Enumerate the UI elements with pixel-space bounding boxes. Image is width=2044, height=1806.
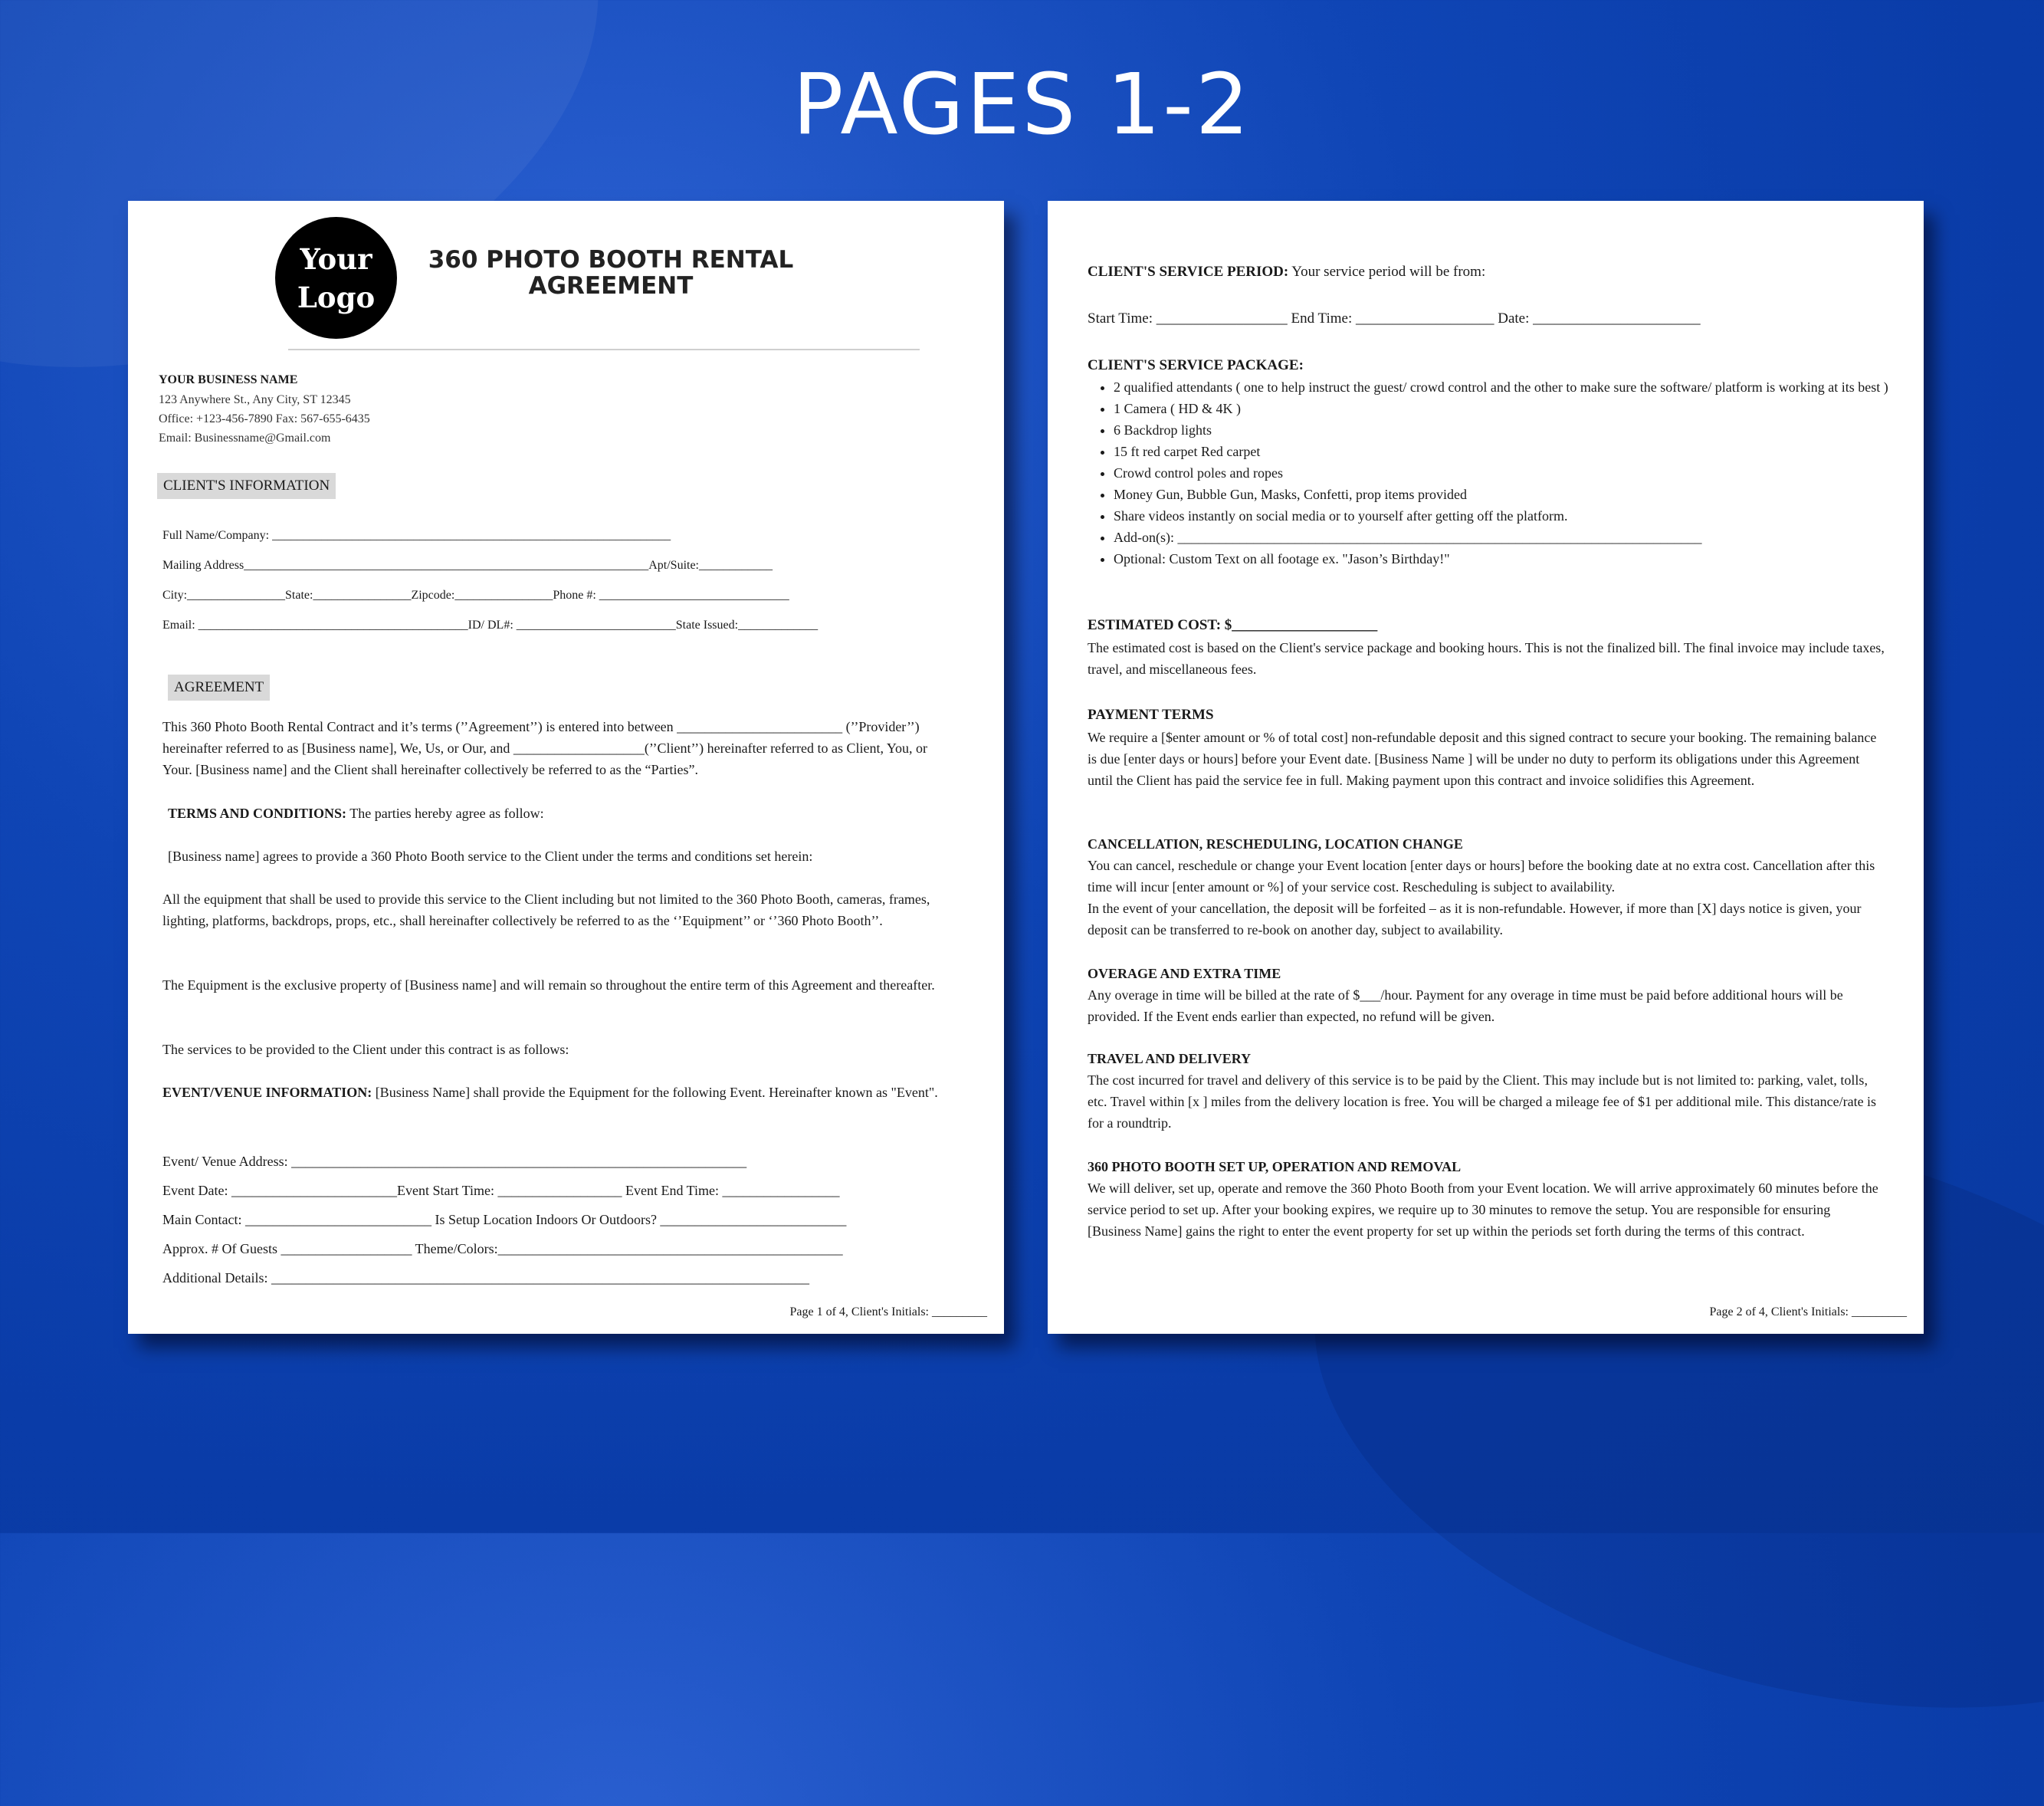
property-paragraph: The Equipment is the exclusive property of [Business name] and will remain so throughout the entire term of this Agreement and thereafter. bbox=[162, 977, 935, 993]
service-period-line: CLIENT'S SERVICE PERIOD: Your service period will be from: bbox=[1088, 264, 1486, 280]
event-date-field[interactable]: Event Date: ________________________Event Start Time: __________________ Event End Time: _________________ bbox=[162, 1183, 840, 1198]
payment-terms-heading: PAYMENT TERMS bbox=[1088, 707, 1214, 723]
service-package-item: • Optional: Custom Text on all footage ex. "Jason’s Birthday!" bbox=[1114, 548, 1895, 570]
cancellation-heading: CANCELLATION, RESCHEDULING, LOCATION CHANGE bbox=[1088, 836, 1463, 852]
overage-text: Any overage in time will be billed at the rate of $___/hour. Payment for any overage in time must be paid before additional hours will be provided. If the Event ends earlier than expected, no refund will be given. bbox=[1088, 987, 1843, 1024]
setup-text: We will deliver, set up, operate and remove the 360 Photo Booth from your Event location. We will arrive approximately 60 minutes before the service period to set up. After your booking expires, we require up to 30 minutes to remove the setup. You are responsible for ensuring [Business Name] gains the right to enter the event property for set up within the periods set forth during the terms of this contract. bbox=[1088, 1180, 1878, 1239]
business-address: 123 Anywhere St., Any City, ST 12345 bbox=[159, 393, 351, 406]
event-address-field[interactable]: Event/ Venue Address: __________________________________________________________________ bbox=[162, 1154, 747, 1169]
cancellation-deposit-text: In the event of your cancellation, the deposit will be forfeited – as it is non-refundable. However, if more than [X] days notice is given, your deposit can be transferred to re-book on another day, subject to availability. bbox=[1088, 901, 1862, 937]
setup-heading: 360 PHOTO BOOTH SET UP, OPERATION AND REMOVAL bbox=[1088, 1159, 1462, 1174]
document-page-1 bbox=[128, 201, 1004, 1334]
service-package-item: • 2 qualified attendants ( one to help instruct the guest/ crowd control and the other to make sure the software/ platform is working at its best ) bbox=[1114, 376, 1895, 398]
client-email-field[interactable]: Email: ____________________________________________ID/ DL#: __________________________State Issued:_____________ bbox=[162, 619, 819, 632]
document-page-2 bbox=[1048, 201, 1924, 1334]
client-mailing-field[interactable]: Mailing Address__________________________________________________________________Apt/Suite:____________ bbox=[162, 559, 773, 572]
service-package-item: • Share videos instantly on social media or to yourself after getting off the platform. bbox=[1114, 505, 1895, 527]
service-package-item: • Crowd control poles and ropes bbox=[1114, 462, 1895, 484]
service-package-item: • 15 ft red carpet Red carpet bbox=[1114, 441, 1895, 462]
event-details-field[interactable]: Additional Details: ______________________________________________________________________________ bbox=[162, 1270, 809, 1286]
travel-text: The cost incurred for travel and delivery of this service is to be paid by the Client. This may include but is not limited to: parking, valet, tolls, etc. Travel within [x ] miles from the delivery location is free. You will be charged a mileage fee of $1 per additional mile. This distance/rate is for a roundtrip. bbox=[1088, 1072, 1877, 1131]
service-package-item: • Money Gun, Bubble Gun, Masks, Confetti, prop items provided bbox=[1114, 484, 1895, 505]
event-guests-field[interactable]: Approx. # Of Guests ___________________ Theme/Colors:__________________________________________________ bbox=[162, 1241, 843, 1256]
service-times-field[interactable]: Start Time: __________________ End Time: ___________________ Date: _______________________ bbox=[1088, 310, 1701, 327]
estimated-cost-heading: ESTIMATED COST: $____________________ bbox=[1088, 617, 1378, 633]
provide-paragraph: [Business name] agrees to provide a 360 Photo Booth service to the Client under the terms and conditions set herein: bbox=[168, 849, 813, 864]
client-city-field[interactable]: City:________________State:________________Zipcode:________________Phone #: _______________________________ bbox=[162, 589, 789, 602]
client-info-heading: CLIENT'S INFORMATION bbox=[157, 473, 336, 499]
terms-paragraph: TERMS AND CONDITIONS: The parties hereby agree as follow: bbox=[168, 806, 544, 821]
header-divider bbox=[288, 349, 920, 350]
travel-heading: TRAVEL AND DELIVERY bbox=[1088, 1051, 1252, 1066]
client-name-field[interactable]: Full Name/Company: _________________________________________________________________ bbox=[162, 529, 671, 542]
services-paragraph: The services to be provided to the Client under this contract is as follows: bbox=[162, 1042, 569, 1057]
payment-terms-text: We require a [$enter amount or % of total cost] non-refundable deposit and this signed contract to secure your booking. The remaining balance is due [enter days or hours] before your Event date. [Business Name ] will be under no duty to perform its obligations under this Agreement until the Client has paid the service fee in full. Making payment upon this contract and invoice solidifies this Agreement. bbox=[1088, 730, 1877, 788]
agreement-heading: AGREEMENT bbox=[168, 675, 270, 701]
service-package-item: • 6 Backdrop lights bbox=[1114, 419, 1895, 441]
estimated-cost-text: The estimated cost is based on the Client's service package and booking hours. This is not the finalized bill. The final invoice may include taxes, travel, and miscellaneous fees. bbox=[1088, 640, 1885, 677]
logo-placeholder: Your Logo bbox=[275, 217, 397, 339]
event-contact-field[interactable]: Main Contact: ___________________________ Is Setup Location Indoors Or Outdoors? ___________________________ bbox=[162, 1212, 847, 1227]
agreement-intro: This 360 Photo Booth Rental Contract and it’s terms (’’Agreement’’) is entered into between ________________________ (’’Provider’’) hereinafter referred to as [Business name], We, Us, or Our, and ___________________(’’Client’’) hereinafter referred to as Client, You, or Your. [Business name] and the Client shall hereinafter collectively be referred to as the “Parties”. bbox=[162, 719, 928, 777]
service-package-item: • Add-on(s): ____________________________________________________________________________ bbox=[1114, 527, 1895, 548]
overage-heading: OVERAGE AND EXTRA TIME bbox=[1088, 966, 1281, 981]
service-package-item: • 1 Camera ( HD & 4K ) bbox=[1114, 398, 1895, 419]
event-paragraph: EVENT/VENUE INFORMATION: [Business Name] shall provide the Equipment for the following Event. Hereinafter known as "Event". bbox=[162, 1085, 938, 1100]
business-phones: Office: +123-456-7890 Fax: 567-655-6435 bbox=[159, 412, 370, 425]
document-title: 360 PHOTO BOOTH RENTAL AGREEMENT bbox=[428, 246, 794, 300]
cancellation-text: You can cancel, reschedule or change your Event location [enter days or hours] before the booking date at no extra cost. Cancellation after this time will incur [enter amount or %] of your service cost. Rescheduling is subject to availability. bbox=[1088, 858, 1875, 895]
service-package-heading: CLIENT'S SERVICE PACKAGE: bbox=[1088, 357, 1304, 373]
page-footer: Page 2 of 4, Client's Initials: _________ bbox=[1709, 1305, 1907, 1318]
business-email: Email: Businessname@Gmail.com bbox=[159, 432, 331, 445]
equipment-paragraph: All the equipment that shall be used to provide this service to the Client including but not limited to the 360 Photo Booth, cameras, frames, lighting, platforms, backdrops, props, etc., shall hereinafter collectively be referred to as the ‘’Equipment’’ or ‘’360 Photo Booth’’. bbox=[162, 892, 930, 928]
service-package-list bbox=[1088, 376, 1895, 570]
headline: PAGES 1-2 bbox=[792, 55, 1252, 153]
page-footer: Page 1 of 4, Client's Initials: _________ bbox=[789, 1305, 987, 1318]
business-name: YOUR BUSINESS NAME bbox=[159, 373, 298, 386]
